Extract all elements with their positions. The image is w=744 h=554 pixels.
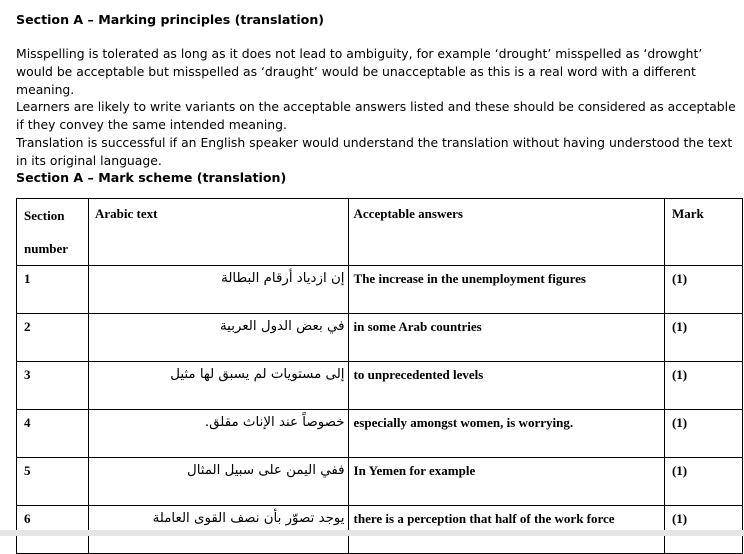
table-row	[17, 410, 743, 458]
row-arabic: خصوصاً عند الإناث مقلق.	[88, 410, 348, 458]
table-row	[17, 314, 743, 362]
page-bottom-edge	[0, 530, 744, 536]
row-answer: to unprecedented levels	[348, 362, 664, 410]
header-arabic-text: Arabic text	[88, 199, 348, 266]
row-answer: The increase in the unemployment figures	[348, 266, 664, 314]
row-answer: In Yemen for example	[348, 458, 664, 506]
row-number: 5	[17, 458, 89, 506]
table-row	[17, 266, 743, 314]
table-row	[17, 362, 743, 410]
table-row	[17, 458, 743, 506]
row-arabic: ففي اليمن على سبيل المثال	[88, 458, 348, 506]
row-arabic: في بعض الدول العربية	[88, 314, 348, 362]
header-section-number: Section number	[17, 199, 89, 266]
row-number: 1	[17, 266, 89, 314]
row-number: 4	[17, 410, 89, 458]
header-acceptable-answers: Acceptable answers	[348, 199, 664, 266]
row-answer: in some Arab countries	[348, 314, 664, 362]
row-arabic: يوجد تصوّر بأن نصف القوى العاملة	[88, 506, 348, 554]
row-number: 3	[17, 362, 89, 410]
row-number: 6	[17, 506, 89, 554]
row-mark: (1)	[664, 266, 742, 314]
row-answer: there is a perception that half of the work force	[348, 506, 664, 554]
row-mark: (1)	[664, 506, 742, 554]
principle-paragraph: Misspelling is tolerated as long as it does not lead to ambiguity, for example ‘drought’ misspelled as ‘drowght’ would be acceptable but misspelled as ‘draught’ would be unacceptable as this is a real word with a different meaning.	[16, 46, 703, 97]
row-mark: (1)	[664, 362, 742, 410]
principle-paragraph: Learners are likely to write variants on the acceptable answers listed and these should be considered as acceptable if they convey the same intended meaning.	[16, 99, 736, 133]
table-header-row	[17, 199, 743, 266]
principle-paragraph: Translation is successful if an English speaker would understand the translation without having understood the text in its original language.	[16, 134, 733, 168]
mark-scheme-table	[16, 198, 743, 554]
row-number: 2	[17, 314, 89, 362]
row-mark: (1)	[664, 458, 742, 506]
document-body	[16, 12, 740, 186]
mark-scheme-heading: Section A – Mark scheme (translation)	[16, 169, 287, 185]
principles-heading: Section A – Marking principles (translation)	[16, 12, 325, 27]
row-mark: (1)	[664, 314, 742, 362]
row-mark: (1)	[664, 410, 742, 458]
header-mark: Mark	[664, 199, 742, 266]
row-arabic: إن ازدياد أرقام البطالة	[88, 266, 348, 314]
row-arabic: إلى مستويات لم يسبق لها مثيل	[88, 362, 348, 410]
row-answer: especially amongst women, is worrying.	[348, 410, 664, 458]
principles-list	[16, 45, 740, 170]
